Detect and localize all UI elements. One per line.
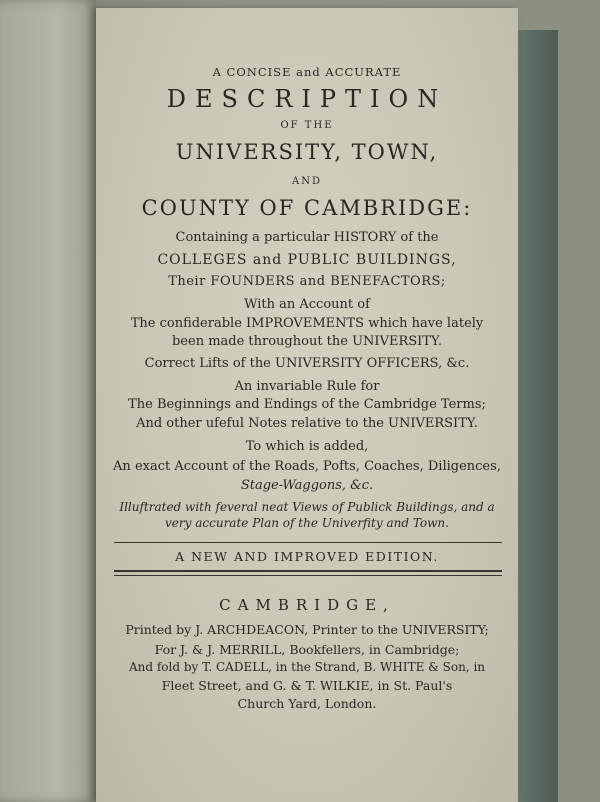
title-page (96, 8, 518, 802)
subtitle-waggons: Stage-Waggons, &c. (240, 478, 374, 493)
subtitle-roads: An exact Account of the Roads, Pofts, Coaches, Diligences, (113, 459, 501, 474)
edition-statement: A NEW AND IMPROVED EDITION. (175, 549, 439, 564)
left-page-edge (0, 0, 96, 802)
rule-double-1 (114, 570, 502, 572)
title-line-concise: A CONCISE and ACCURATE (212, 65, 402, 79)
imprint-booksellers: For J. & J. MERRILL, Bookfellers, in Cambridge; (154, 642, 460, 657)
subtitle-added: To which is added, (245, 439, 369, 454)
subtitle-improvements: The confiderable IMPROVEMENTS which have lately (130, 316, 484, 331)
subtitle-notes: And other ufeful Notes relative to the UNIVERSITY. (136, 416, 478, 431)
imprint-fleet: Fleet Street, and G. & T. WILKIE, in St. Paul's (161, 678, 453, 693)
subtitle-rule: An invariable Rule for (234, 379, 380, 394)
subtitle-officers: Correct Lifts of the UNIVERSITY OFFICERS, &c. (144, 356, 470, 371)
imprint-sold: And fold by T. CADELL, in the Strand, B. WHITE & Son, in (128, 660, 486, 674)
title-line-university-town: UNIVERSITY, TOWN, (175, 140, 439, 164)
title-line-county: COUNTY OF CAMBRIDGE: (141, 196, 473, 220)
subtitle-containing: Containing a particular HISTORY of the (175, 230, 439, 245)
title-line-and: AND (292, 176, 322, 187)
imprint-churchyard: Church Yard, London. (237, 696, 377, 711)
title-line-of-the: OF THE (280, 120, 334, 131)
imprint-place: CAMBRIDGE, (219, 596, 395, 614)
rule-top (114, 542, 502, 543)
subtitle-founders: Their FOUNDERS and BENEFACTORS; (168, 274, 446, 289)
subtitle-terms: The Beginnings and Endings of the Cambridge Terms; (128, 397, 486, 412)
subtitle-plan: very accurate Plan of the Univerfity and Town. (165, 516, 449, 530)
subtitle-colleges: COLLEGES and PUBLIC BUILDINGS, (157, 252, 457, 268)
imprint-printer: Printed by J. ARCHDEACON, Printer to the UNIVERSITY; (125, 622, 489, 637)
subtitle-account: With an Account of (244, 297, 370, 312)
title-line-description: DESCRIPTION (166, 85, 448, 113)
subtitle-illustrated: Illuftrated with feveral neat Views of Publick Buildings, and a (119, 500, 495, 514)
subtitle-throughout: been made throughout the UNIVERSITY. (171, 334, 442, 349)
rule-double-2 (114, 575, 502, 576)
book-cover-board (512, 30, 558, 802)
